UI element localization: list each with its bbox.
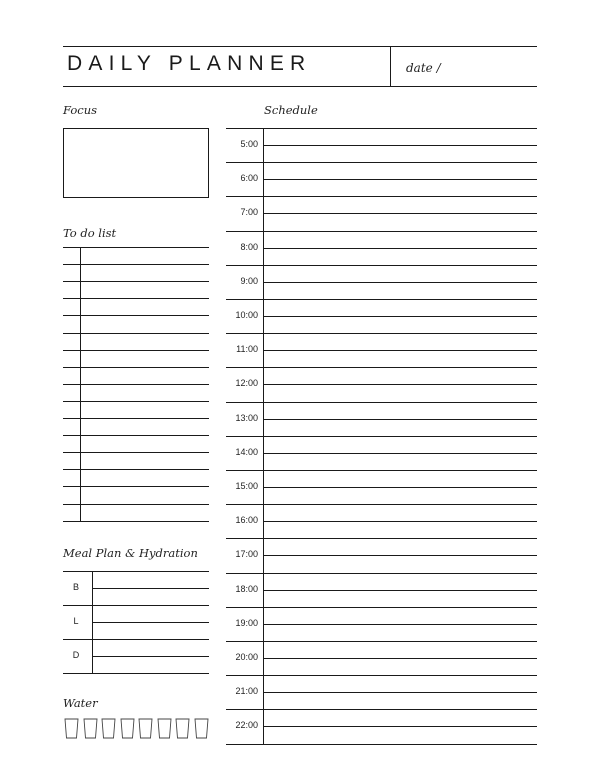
water-cup-icon[interactable] [138,718,153,739]
meal-entry[interactable] [93,572,209,605]
schedule-time-label: 11:00 [236,344,258,354]
schedule-slot[interactable] [264,471,537,504]
schedule-time-label: 7:00 [240,207,258,217]
todo-item[interactable] [81,316,209,332]
water-label: Water [63,696,98,710]
schedule-time-label: 16:00 [235,515,258,525]
schedule-time-label: 21:00 [235,686,258,696]
page-title: DAILY PLANNER [67,52,312,75]
schedule-slot[interactable] [264,505,537,538]
focus-label: Focus [63,103,98,117]
schedule-slot[interactable] [264,334,537,367]
water-cup-icon[interactable] [101,718,116,739]
schedule-slot[interactable] [264,266,537,299]
schedule-time-label: 22:00 [235,720,258,730]
todo-item[interactable] [81,385,209,401]
water-cup-icon[interactable] [83,718,98,739]
meal-label-b: B [72,582,79,592]
header-bottom-rule [63,86,537,87]
date-field[interactable] [391,47,537,86]
meal-label-l: L [73,616,79,626]
schedule-time-label: 8:00 [240,242,258,252]
todo-label: To do list [63,226,117,240]
meal-plan-label: Meal Plan & Hydration [63,546,198,560]
schedule-time-label: 17:00 [235,549,258,559]
todo-item[interactable] [81,265,209,281]
todo-item[interactable] [81,282,209,298]
focus-box[interactable] [63,128,209,198]
schedule-slot[interactable] [264,300,537,333]
schedule-time-label: 13:00 [235,413,258,423]
schedule-hour-rule [226,744,537,745]
schedule-slot[interactable] [264,710,537,743]
water-cup-icon[interactable] [157,718,172,739]
schedule-time-label: 9:00 [240,276,258,286]
meal-label-d: D [72,650,80,660]
todo-item[interactable] [81,436,209,452]
schedule-time-label: 5:00 [240,139,258,149]
water-cup-icon[interactable] [194,718,209,739]
schedule-time-label: 10:00 [235,310,258,320]
schedule-slot[interactable] [264,437,537,470]
todo-item[interactable] [81,402,209,418]
meal-rule [63,673,209,674]
todo-checkbox-divider [80,247,81,521]
schedule-time-label: 18:00 [235,584,258,594]
water-cup-icon[interactable] [175,718,190,739]
water-cup-icon[interactable] [64,718,79,739]
schedule-slot[interactable] [264,232,537,265]
todo-item[interactable] [81,470,209,486]
water-cup-icon[interactable] [120,718,135,739]
schedule-time-label: 12:00 [235,378,258,388]
schedule-time-label: 19:00 [235,618,258,628]
todo-item[interactable] [81,453,209,469]
schedule-time-label: 6:00 [240,173,258,183]
todo-item[interactable] [81,487,209,503]
date-label: date / [406,61,441,75]
todo-item[interactable] [81,334,209,350]
schedule-slot[interactable] [264,163,537,196]
schedule-label: Schedule [264,103,318,117]
schedule-slot[interactable] [264,608,537,641]
schedule-slot[interactable] [264,676,537,709]
todo-rule [63,521,209,522]
schedule-slot[interactable] [264,197,537,230]
schedule-slot[interactable] [264,129,537,162]
schedule-time-label: 20:00 [235,652,258,662]
todo-item[interactable] [81,248,209,264]
schedule-time-label: 15:00 [235,481,258,491]
todo-item[interactable] [81,368,209,384]
todo-item[interactable] [81,505,209,521]
schedule-slot[interactable] [264,368,537,401]
schedule-slot[interactable] [264,642,537,675]
schedule-time-label: 14:00 [235,447,258,457]
schedule-time-divider [263,128,264,744]
meal-entry[interactable] [93,606,209,639]
meal-entry[interactable] [93,640,209,673]
todo-item[interactable] [81,299,209,315]
todo-item[interactable] [81,351,209,367]
schedule-slot[interactable] [264,574,537,607]
meal-divider [92,571,93,673]
todo-item[interactable] [81,419,209,435]
schedule-slot[interactable] [264,539,537,572]
schedule-slot[interactable] [264,403,537,436]
